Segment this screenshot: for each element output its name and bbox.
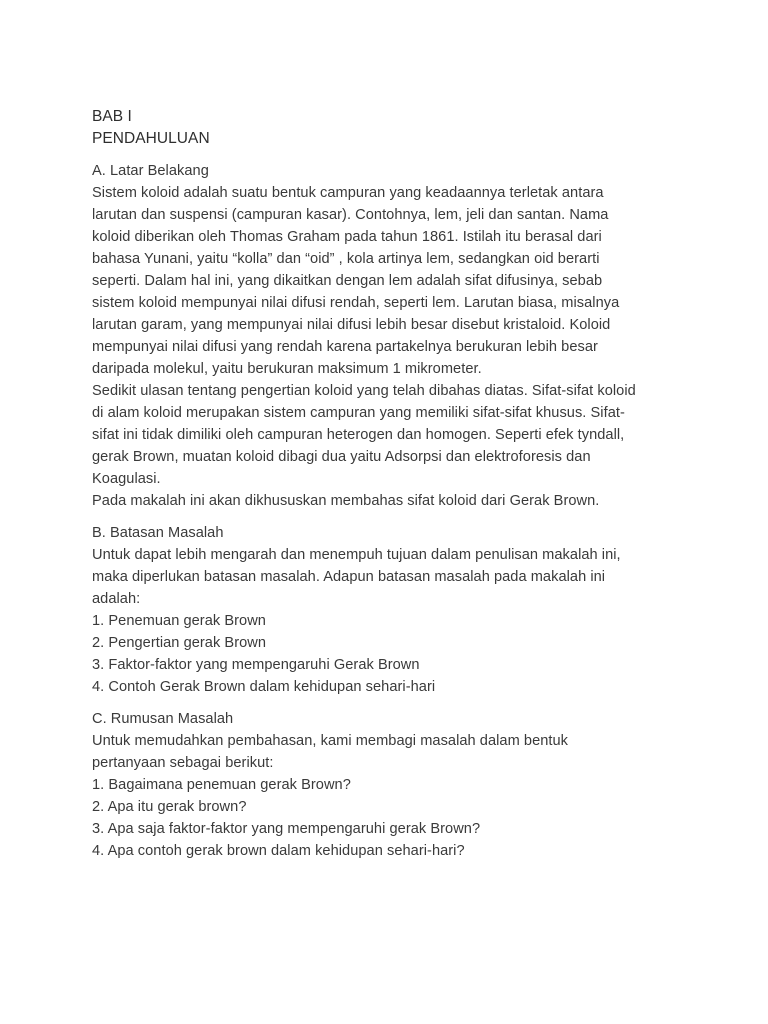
spacer [92, 512, 692, 522]
list-item: 4. Apa contoh gerak brown dalam kehidupan sehari-hari? [92, 843, 465, 859]
list-item: 3. Apa saja faktor-faktor yang mempengaruhi gerak Brown? [92, 821, 481, 837]
paragraph-line: mempunyai nilai difusi yang rendah karena partakelnya berukuran lebih besar [92, 339, 598, 355]
list-item: 3. Faktor-faktor yang mempengaruhi Gerak Brown [92, 657, 420, 673]
paragraph-line: di alam koloid merupakan sistem campuran yang memiliki sifat-sifat khusus. Sifat- [92, 405, 625, 421]
paragraph-line: Untuk dapat lebih mengarah dan menempuh tujuan dalam penulisan makalah ini, [92, 547, 621, 563]
paragraph-line: daripada molekul, yaitu berukuran maksimum 1 mikrometer. [92, 361, 482, 377]
section-heading: C. Rumusan Masalah [92, 711, 234, 727]
section-heading: A. Latar Belakang [92, 163, 209, 179]
paragraph-line: sistem koloid mempunyai nilai difusi rendah, seperti lem. Larutan biasa, misalnya [92, 295, 620, 311]
list-item: 1. Bagaimana penemuan gerak Brown? [92, 777, 351, 793]
paragraph-line: larutan garam, yang mempunyai nilai difusi lebih besar disebut kristaloid. Koloid [92, 317, 611, 333]
document-page [92, 106, 692, 862]
list-item: 2. Apa itu gerak brown? [92, 799, 247, 815]
paragraph-line: gerak Brown, muatan koloid dibagi dua yaitu Adsorpsi dan elektroforesis dan [92, 449, 591, 465]
spacer [92, 698, 692, 708]
paragraph-line: Untuk memudahkan pembahasan, kami membagi masalah dalam bentuk [92, 733, 569, 749]
spacer [92, 150, 692, 160]
paragraph-line: Koagulasi. [92, 471, 161, 487]
paragraph-line: sifat ini tidak dimiliki oleh campuran heterogen dan homogen. Seperti efek tyndall, [92, 427, 625, 443]
section-heading: B. Batasan Masalah [92, 525, 224, 541]
section-batasan-masalah [92, 522, 692, 698]
paragraph-line: Sedikit ulasan tentang pengertian koloid yang telah dibahas diatas. Sifat-sifat koloid [92, 383, 636, 399]
list-item: 4. Contoh Gerak Brown dalam kehidupan sehari-hari [92, 679, 436, 695]
list-item: 2. Pengertian gerak Brown [92, 635, 267, 651]
chapter-title: PENDAHULUAN [92, 130, 210, 147]
paragraph-line: maka diperlukan batasan masalah. Adapun batasan masalah pada makalah ini [92, 569, 606, 585]
section-latar-belakang [92, 160, 692, 512]
chapter-label: BAB I [92, 108, 132, 125]
paragraph-line: pertanyaan sebagai berikut: [92, 755, 274, 771]
paragraph-line: koloid diberikan oleh Thomas Graham pada tahun 1861. Istilah itu berasal dari [92, 229, 602, 245]
paragraph-line: Pada makalah ini akan dikhususkan membahas sifat koloid dari Gerak Brown. [92, 493, 600, 509]
section-rumusan-masalah [92, 708, 692, 862]
paragraph-line: bahasa Yunani, yaitu “kolla” dan “oid” , kola artinya lem, sedangkan oid berarti [92, 251, 600, 267]
list-item: 1. Penemuan gerak Brown [92, 613, 266, 629]
paragraph-line: Sistem koloid adalah suatu bentuk campuran yang keadaannya terletak antara [92, 185, 604, 201]
paragraph-line: larutan dan suspensi (campuran kasar). Contohnya, lem, jeli dan santan. Nama [92, 207, 609, 223]
paragraph-line: adalah: [92, 591, 141, 607]
paragraph-line: seperti. Dalam hal ini, yang dikaitkan dengan lem adalah sifat difusinya, sebab [92, 273, 603, 289]
